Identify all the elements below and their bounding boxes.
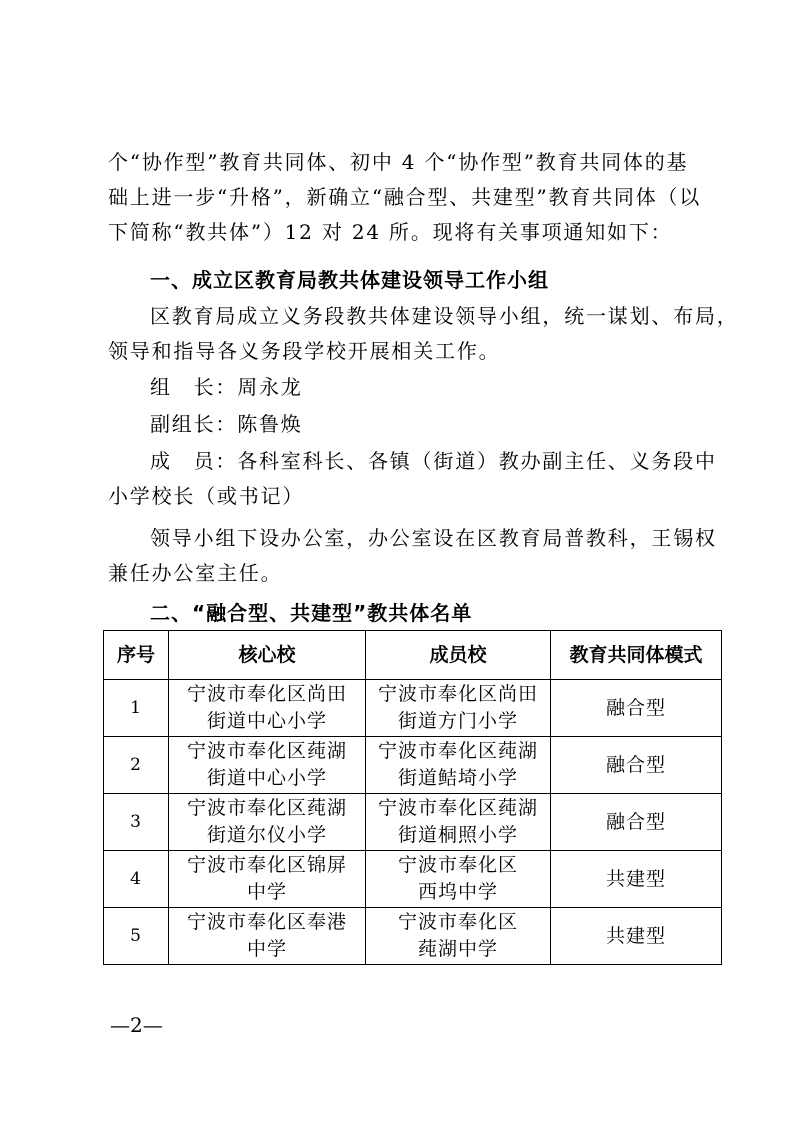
- text-line: 成 员：各科室科长、各镇（街道）教办副主任、义务段中: [150, 449, 717, 473]
- core-school: [169, 680, 366, 737]
- members-paragraph: [108, 444, 718, 514]
- row-no: 3: [104, 794, 169, 851]
- cell-line: 中学: [246, 881, 287, 903]
- cell-line: 宁波市奉化区: [397, 854, 518, 876]
- cell-line: 宁波市奉化区: [397, 911, 518, 933]
- cell-line: 街道桐照小学: [397, 824, 518, 846]
- school-table: [103, 630, 722, 965]
- cell-line: 宁波市奉化区莼湖: [186, 740, 347, 762]
- core-school: [169, 908, 366, 965]
- header-no: 序号: [104, 631, 169, 680]
- text-line: 个“协作型”教育共同体、初中 4 个“协作型”教育共同体的基: [108, 150, 689, 174]
- cell-line: 宁波市奉化区莼湖: [377, 797, 538, 819]
- cell-line: 街道尔仪小学: [206, 824, 327, 846]
- cell-line: 宁波市奉化区锦屏: [186, 854, 347, 876]
- text-line: 兼任办公室主任。: [108, 561, 283, 585]
- member-school: [366, 908, 551, 965]
- mode-cell: 融合型: [551, 737, 722, 794]
- table-row: [104, 737, 722, 794]
- member-school: [366, 737, 551, 794]
- header-mode: 教育共同体模式: [551, 631, 722, 680]
- table-row: [104, 680, 722, 737]
- mode-cell: 共建型: [551, 908, 722, 965]
- leader-line: [108, 370, 718, 405]
- member-school: [366, 851, 551, 908]
- text-line: 小学校长（或书记）: [108, 484, 305, 508]
- cell-line: 街道中心小学: [206, 767, 327, 789]
- cell-line: 宁波市奉化区尚田: [186, 683, 347, 705]
- text-line: 领导和指导各义务段学校开展相关工作。: [108, 339, 501, 363]
- header-member-school: 成员校: [366, 631, 551, 680]
- section2-heading: 二、“融合型、共建型”教共体名单: [150, 601, 473, 625]
- row-no: 2: [104, 737, 169, 794]
- text-line: 区教育局成立义务段教共体建设领导小组，统一谋划、布局，: [150, 304, 739, 328]
- office-paragraph: [108, 521, 718, 591]
- cell-line: 街道方门小学: [397, 710, 518, 732]
- section1-heading: 一、成立区教育局教共体建设领导工作小组: [150, 268, 549, 292]
- table-row: [104, 794, 722, 851]
- core-school: [169, 794, 366, 851]
- mode-cell: 融合型: [551, 794, 722, 851]
- text-line: 副组长：陈鲁焕: [150, 412, 303, 436]
- intro-paragraph: [108, 145, 718, 250]
- text-line: 组 长：周永龙: [150, 375, 303, 399]
- table-row: [104, 908, 722, 965]
- text-line: 领导小组下设办公室，办公室设在区教育局普教科，王锡权: [150, 526, 717, 550]
- row-no: 5: [104, 908, 169, 965]
- cell-line: 宁波市奉化区莼湖: [377, 740, 538, 762]
- member-school: [366, 794, 551, 851]
- text-line: 础上进一步“升格”，新确立“融合型、共建型”教育共同体（以: [108, 185, 702, 209]
- row-no: 1: [104, 680, 169, 737]
- table-row: [104, 851, 722, 908]
- core-school: [169, 851, 366, 908]
- header-core-school: 核心校: [169, 631, 366, 680]
- cell-line: 宁波市奉化区奉港: [186, 911, 347, 933]
- cell-line: 西坞中学: [417, 881, 498, 903]
- member-school: [366, 680, 551, 737]
- table-header-row: [104, 631, 722, 680]
- cell-line: 莼湖中学: [417, 938, 498, 960]
- deputy-line: [108, 407, 718, 442]
- page-number: —2—: [110, 1013, 163, 1037]
- cell-line: 宁波市奉化区莼湖: [186, 797, 347, 819]
- mode-cell: 融合型: [551, 680, 722, 737]
- cell-line: 中学: [246, 938, 287, 960]
- cell-line: 街道中心小学: [206, 710, 327, 732]
- cell-line: 宁波市奉化区尚田: [377, 683, 538, 705]
- section1-paragraph: [108, 299, 739, 369]
- mode-cell: 共建型: [551, 851, 722, 908]
- core-school: [169, 737, 366, 794]
- cell-line: 街道鲒埼小学: [397, 767, 518, 789]
- text-line: 下简称“教共体”）12 对 24 所。现将有关事项通知如下：: [108, 220, 673, 244]
- row-no: 4: [104, 851, 169, 908]
